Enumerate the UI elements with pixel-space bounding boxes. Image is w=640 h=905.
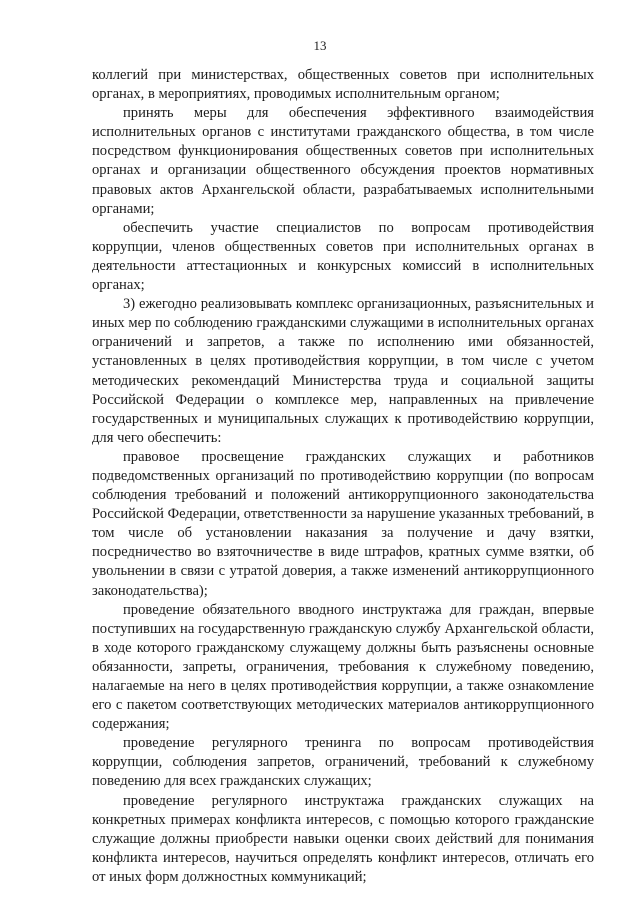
paragraph: коллегий при министерствах, общественных советов при исполнительных органах, в мероприятиях, проводимых исполнительным органом;	[92, 67, 594, 103]
paragraph: обеспечить участие специалистов по вопросам противодействия коррупции, членов общественных советов при исполнительных органах в деятельности аттестационных и конкурсных комиссий в исполнительных органах;	[92, 219, 594, 294]
document-body	[92, 66, 594, 887]
paragraph: правовое просвещение гражданских служащих и работников подведомственных организаций по противодействию коррупции (по вопросам соблюдения требований и положений антикоррупционного законодательства Российской Федерации, ответственности за нарушение указанных требований, в том числе об установлении наказания за получение и дачу взятки, посредничество во взяточничестве в виде штрафов, кратных сумме взятки, об увольнении в связи с утратой доверия, а также изменений антикоррупционного законодательства);	[92, 448, 594, 599]
paragraph: принять меры для обеспечения эффективного взаимодействия исполнительных органов с институтами гражданского общества, в том числе посредством функционирования общественных советов при исполнительных органах и организации общественного обсуждения проектов нормативных правовых актов Архангельской области, разрабатываемых исполнительными органами;	[92, 105, 594, 217]
paragraph: проведение обязательного вводного инструктажа для граждан, впервые поступивших на государственную гражданскую службу Архангельской области, в ходе которого гражданскому служащему должны быть разъяснены основные обязанности, запреты, ограничения, требования к служебному поведению, налагаемые на него в целях противодействия коррупции, а также ознакомление его с пакетом соответствующих методических материалов антикоррупционного содержания;	[92, 601, 594, 733]
paragraph: проведение регулярного тренинга по вопросам противодействия коррупции, соблюдения запретов, ограничений, требований к служебному поведению для всех гражданских служащих;	[92, 735, 594, 790]
page-number: 13	[313, 38, 327, 53]
paragraph: 3) ежегодно реализовывать комплекс организационных, разъяснительных и иных мер по соблюдению гражданскими служащими в исполнительных органах ограничений и запретов, а также по исполнению ими обязанностей, установленных в целях противодействия коррупции, в том числе с учетом методических рекомендаций Министерства труда и социальной защиты Российской Федерации о комплексе мер, направленных на привлечение государственных и муниципальных служащих к противодействию коррупции, для чего обеспечить:	[92, 296, 594, 446]
paragraph: проведение регулярного инструктажа гражданских служащих на конкретных примерах конфликта интересов, с помощью которого гражданские служащие должны приобрести навыки оценки своих действий для понимания конфликта интересов, научиться определять конфликт интересов, отличать его от иных форм должностных коммуникаций;	[92, 792, 594, 885]
